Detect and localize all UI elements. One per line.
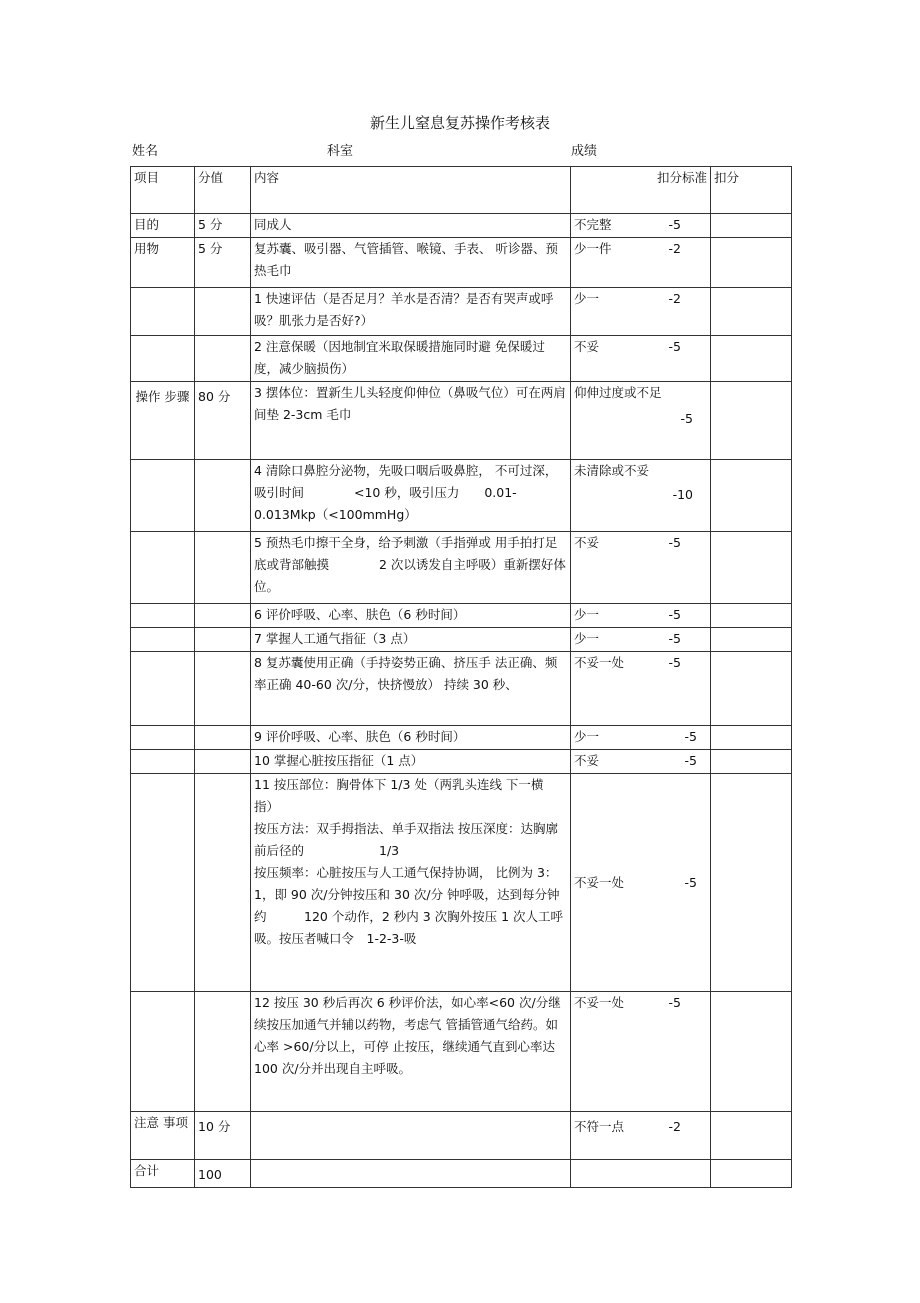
row-item (131, 992, 195, 1112)
table-row (131, 992, 792, 1112)
table-row (131, 774, 792, 992)
col-deduct: 扣分 (711, 167, 792, 214)
std-text: 不妥 (574, 535, 600, 550)
std-text: 少一 (574, 729, 600, 744)
table-row (131, 460, 792, 532)
std-text: 不完整 (574, 217, 612, 232)
row-standard (571, 774, 711, 992)
row-score: 5 分 (195, 214, 251, 238)
row-standard (571, 1112, 711, 1160)
row-standard (571, 336, 711, 382)
row-content: 6 评价呼吸、心率、肤色（6 秒时间） (251, 604, 571, 628)
std-num: -5 (684, 753, 697, 768)
table-row (131, 628, 792, 652)
table-row (131, 238, 792, 288)
std-text: 仰伸过度或不足 (574, 385, 662, 400)
row-standard (571, 726, 711, 750)
std-text: 未清除或不妥 (574, 463, 650, 478)
dept-label: 科室 (327, 144, 354, 159)
row-content: 11 按压部位：胸骨体下 1/3 处（两乳头连线 下一横指） 按压方法：双手拇指法、单手双指法 按压深度：达胸廓前后径的 1/3 按压频率：心脏按压与人工通气保持协调， 比例为 3：1，即 90 次/分钟按压和 30 次/分 钟呼吸，达到每分钟约 120 个动作，2 秒内 3 次胸外按压 1 次人工呼吸。按压者喊口令 1-2-3-吸 (251, 774, 571, 992)
row-deduct[interactable] (711, 1160, 792, 1188)
row-item: 用物 (131, 238, 195, 288)
row-item (131, 336, 195, 382)
std-text: 不妥一处 (574, 655, 625, 670)
std-text: 少一 (574, 291, 600, 306)
table-row (131, 726, 792, 750)
row-standard (571, 238, 711, 288)
row-content (251, 1160, 571, 1188)
row-content: 7 掌握人工通气指征（3 点） (251, 628, 571, 652)
col-content: 内容 (251, 167, 571, 214)
row-deduct[interactable] (711, 382, 792, 460)
table-row (131, 604, 792, 628)
row-content: 12 按压 30 秒后再次 6 秒评价法，如心率<60 次/分继续按压加通气并辅以药物，考虑气 管插管通气给药。如心率 >60/分以上，可停 止按压，继续通气直到心率达 100 次/分并出现自主呼吸。 (251, 992, 571, 1112)
row-score: 5 分 (195, 238, 251, 288)
row-content: 同成人 (251, 214, 571, 238)
assessment-table (130, 166, 792, 1188)
row-score (195, 532, 251, 604)
name-label: 姓名 (132, 144, 159, 159)
row-standard (571, 532, 711, 604)
row-item: 注意 事项 (131, 1112, 195, 1160)
row-item (131, 774, 195, 992)
col-standard: 扣分标准 (571, 167, 711, 214)
table-row (131, 652, 792, 726)
row-content: 5 预热毛巾擦干全身，给予刺激（手指弹或 用手拍打足底或背部触摸 2 次以诱发自主呼吸）重新摆好体位。 (251, 532, 571, 604)
row-deduct[interactable] (711, 652, 792, 726)
row-deduct[interactable] (711, 532, 792, 604)
std-num: -2 (668, 1119, 681, 1134)
row-item: 合计 (131, 1160, 195, 1188)
row-standard (571, 288, 711, 336)
row-score (195, 652, 251, 726)
row-item (131, 604, 195, 628)
std-text: 少一件 (574, 241, 612, 256)
std-num: -5 (684, 729, 697, 744)
std-num: -5 (684, 874, 697, 890)
page-title: 新生儿窒息复苏操作考核表 (369, 114, 550, 132)
row-deduct[interactable] (711, 336, 792, 382)
std-num: -5 (668, 607, 681, 622)
std-text: 不妥一处 (574, 995, 625, 1010)
row-content: 9 评价呼吸、心率、肤色（6 秒时间） (251, 726, 571, 750)
row-content: 1 快速评估（是否足月？羊水是否清？是否有哭声或呼吸？肌张力是否好?） (251, 288, 571, 336)
row-score: 80 分 (195, 382, 251, 460)
table-header-row (131, 167, 792, 214)
row-deduct[interactable] (711, 288, 792, 336)
std-num: -5 (668, 655, 681, 670)
row-item (131, 460, 195, 532)
std-num: -2 (668, 241, 681, 256)
std-num: -5 (668, 535, 681, 550)
row-content: 复苏囊、吸引器、气管插管、喉镜、手表、 听诊器、预热毛巾 (251, 238, 571, 288)
table-row (131, 288, 792, 336)
row-standard (571, 214, 711, 238)
row-item: 目的 (131, 214, 195, 238)
row-deduct[interactable] (711, 750, 792, 774)
std-num: -10 (672, 487, 693, 502)
std-text: 少一 (574, 607, 600, 622)
row-deduct[interactable] (711, 604, 792, 628)
row-deduct[interactable] (711, 214, 792, 238)
row-score (195, 604, 251, 628)
row-item (131, 532, 195, 604)
row-standard (571, 1160, 711, 1188)
row-deduct[interactable] (711, 1112, 792, 1160)
table-row (131, 214, 792, 238)
row-standard (571, 652, 711, 726)
row-content (251, 1112, 571, 1160)
table-row (131, 336, 792, 382)
row-item (131, 652, 195, 726)
row-item: 操作 步骤 (131, 382, 195, 460)
row-standard (571, 750, 711, 774)
table-row (131, 1112, 792, 1160)
col-score: 分值 (195, 167, 251, 214)
std-text: 不妥 (574, 339, 600, 354)
row-standard (571, 382, 711, 460)
row-standard (571, 604, 711, 628)
row-content: 10 掌握心脏按压指征（1 点） (251, 750, 571, 774)
row-score (195, 750, 251, 774)
row-deduct[interactable] (711, 992, 792, 1112)
row-item (131, 628, 195, 652)
row-item (131, 288, 195, 336)
table-row (131, 382, 792, 460)
row-deduct[interactable] (711, 238, 792, 288)
row-deduct[interactable] (711, 726, 792, 750)
std-num: -5 (668, 217, 681, 232)
row-deduct[interactable] (711, 460, 792, 532)
std-num: -2 (668, 291, 681, 306)
table-row (131, 532, 792, 604)
std-num: -5 (668, 339, 681, 354)
row-item (131, 726, 195, 750)
std-text: 不妥 (574, 753, 600, 768)
row-score (195, 726, 251, 750)
row-standard (571, 628, 711, 652)
row-score (195, 288, 251, 336)
std-text: 不符一点 (574, 1119, 625, 1134)
std-text: 不妥一处 (574, 874, 625, 890)
table-row (131, 750, 792, 774)
std-num: -5 (680, 411, 693, 426)
table-row (131, 1160, 792, 1188)
std-num: -5 (668, 995, 681, 1010)
std-num: -5 (668, 631, 681, 646)
row-content: 3 摆体位：置新生儿头轻度仰伸位（鼻吸气位）可在两肩间垫 2-3cm 毛巾 (251, 382, 571, 460)
row-score (195, 460, 251, 532)
row-score: 10 分 (195, 1112, 251, 1160)
row-score (195, 628, 251, 652)
col-item: 项目 (131, 167, 195, 214)
row-item (131, 750, 195, 774)
std-text: 少一 (574, 631, 600, 646)
row-deduct[interactable] (711, 628, 792, 652)
row-score: 100 (195, 1160, 251, 1188)
score-label: 成绩 (571, 144, 598, 159)
row-score (195, 774, 251, 992)
row-content: 4 清除口鼻腔分泌物，先吸口咽后吸鼻腔， 不可过深，吸引时间 <10 秒，吸引压力 0.01-0.013Mkp（<100mmHg） (251, 460, 571, 532)
row-score (195, 992, 251, 1112)
row-content: 2 注意保暖（因地制宜米取保暖措施同时避 免保暖过度，减少脑损伤） (251, 336, 571, 382)
row-content: 8 复苏囊使用正确（手持姿势正确、挤压手 法正确、频率正确 40-60 次/分，快挤慢放） 持续 30 秒、 (251, 652, 571, 726)
row-score (195, 336, 251, 382)
row-standard (571, 460, 711, 532)
row-deduct[interactable] (711, 774, 792, 992)
